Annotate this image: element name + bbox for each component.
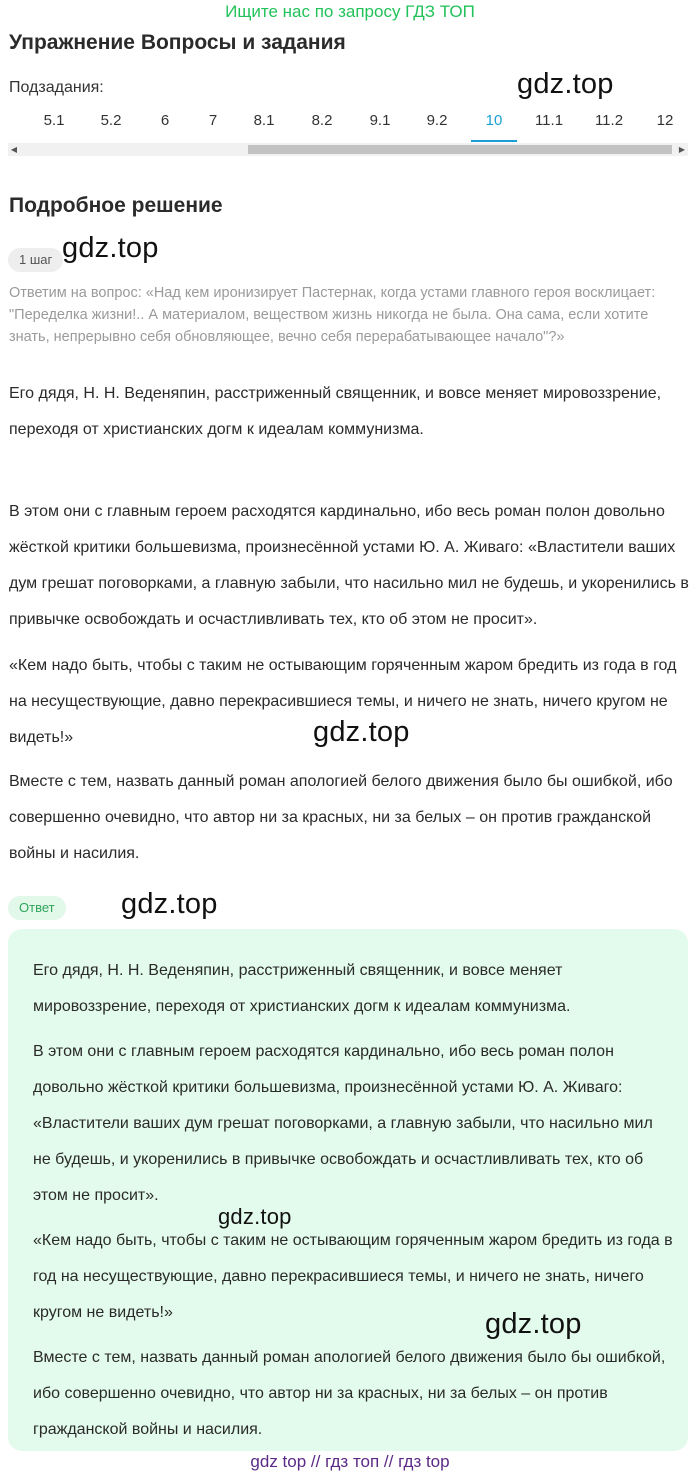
watermark: gdz.top bbox=[313, 716, 410, 748]
subtask-tab[interactable]: 8.1 bbox=[253, 112, 275, 129]
watermark: gdz.top bbox=[517, 68, 614, 100]
subtask-tab[interactable]: 6 bbox=[160, 112, 170, 129]
answer-badge: Ответ bbox=[8, 896, 66, 920]
subtask-tab[interactable]: 11.2 bbox=[594, 112, 624, 129]
tabs-scrollbar[interactable] bbox=[8, 143, 688, 156]
footer-watermark: gdz top // гдз топ // гдз top bbox=[250, 1452, 450, 1471]
subtask-tab-active[interactable]: 10 bbox=[471, 108, 517, 142]
answer-paragraph: «Кем надо быть, чтобы с таким не остывающим горяченным жаром бредить из года в год на несуществующие, давно перекрасившиеся темы, и ничего не знать, ничего кругом не видеть!» bbox=[33, 1232, 673, 1321]
subtasks-label: Подзадания: bbox=[9, 79, 104, 96]
subtask-tab[interactable]: 11.1 bbox=[534, 112, 564, 129]
scroll-right-icon[interactable]: ▶ bbox=[678, 145, 686, 154]
promo-banner[interactable]: Ищите нас по запросу ГДЗ ТОП bbox=[225, 2, 475, 21]
watermark: gdz.top bbox=[485, 1308, 582, 1340]
solution-paragraph: Его дядя, Н. Н. Веденяпин, расстриженный священник, и вовсе меняет мировоззрение, переходя от христианских догм к идеалам коммунизма. bbox=[9, 385, 662, 438]
subtask-tab[interactable]: 8.2 bbox=[311, 112, 333, 129]
subtask-tab[interactable]: 5.2 bbox=[100, 112, 122, 129]
page-title: Упражнение Вопросы и задания bbox=[9, 31, 346, 54]
solution-paragraph: «Кем надо быть, чтобы с таким не остывающим горяченным жаром бредить из года в год на несуществующие, давно перекрасившиеся темы, и ничего не знать, ничего кругом не видеть!» bbox=[9, 657, 677, 746]
scroll-thumb[interactable] bbox=[248, 145, 672, 154]
watermark: gdz.top bbox=[218, 1204, 292, 1229]
scroll-left-icon[interactable]: ◀ bbox=[10, 145, 18, 154]
subtask-tab[interactable]: 5.1 bbox=[43, 112, 65, 129]
step-badge: 1 шаг bbox=[8, 248, 63, 272]
subtask-tab[interactable]: 9.1 bbox=[369, 112, 391, 129]
answer-paragraph: В этом они с главным героем расходятся кардинально, ибо весь роман полон довольно жёсткой критики большевизма, произнесённой устами Ю. А. Живаго: «Властители ваших дум грешат поговорками, а главную забыли, что насильно мил не будешь, и укоренились в привычке освобождать и осчастливливать тех, кто об этом не просит». bbox=[33, 1043, 653, 1204]
solution-paragraph: В этом они с главным героем расходятся кардинально, ибо весь роман полон довольно жёсткой критики большевизма, произнесённой устами Ю. А. Живаго: «Властители ваших дум грешат поговорками, а главную забыли, что насильно мил не будешь, и укоренились в привычке освобождать и осчастливливать тех, кто об этом не просит». bbox=[9, 503, 689, 628]
solution-title: Подробное решение bbox=[9, 194, 223, 217]
watermark: gdz.top bbox=[121, 888, 218, 920]
subtask-tab[interactable]: 9.2 bbox=[426, 112, 448, 129]
solution-paragraph: Вместе с тем, назвать данный роман апологией белого движения было бы ошибкой, ибо совершенно очевидно, что автор ни за красных, ни за белых – он против гражданской войны и насилия. bbox=[9, 773, 673, 862]
answer-paragraph: Его дядя, Н. Н. Веденяпин, расстриженный священник, и вовсе меняет мировоззрение, переходя от христианских догм к идеалам коммунизма. bbox=[33, 962, 571, 1015]
subtask-tabs bbox=[0, 108, 700, 142]
subtask-tab[interactable]: 7 bbox=[208, 112, 218, 129]
subtask-tab[interactable]: 12 bbox=[656, 112, 674, 129]
question-text: Ответим на вопрос: «Над кем иронизирует Пастернак, когда устами главного героя восклицает: "Переделка жизни!.. А материалом, веществом жизнь никогда не была. Она сама, если хотите знать, непрерывно себя обновляющее, вечно себя перерабатывающее начало"?» bbox=[9, 285, 656, 345]
watermark: gdz.top bbox=[62, 232, 159, 264]
answer-paragraph: Вместе с тем, назвать данный роман апологией белого движения было бы ошибкой, ибо совершенно очевидно, что автор ни за красных, ни за белых – он против гражданской войны и насилия. bbox=[33, 1349, 666, 1438]
